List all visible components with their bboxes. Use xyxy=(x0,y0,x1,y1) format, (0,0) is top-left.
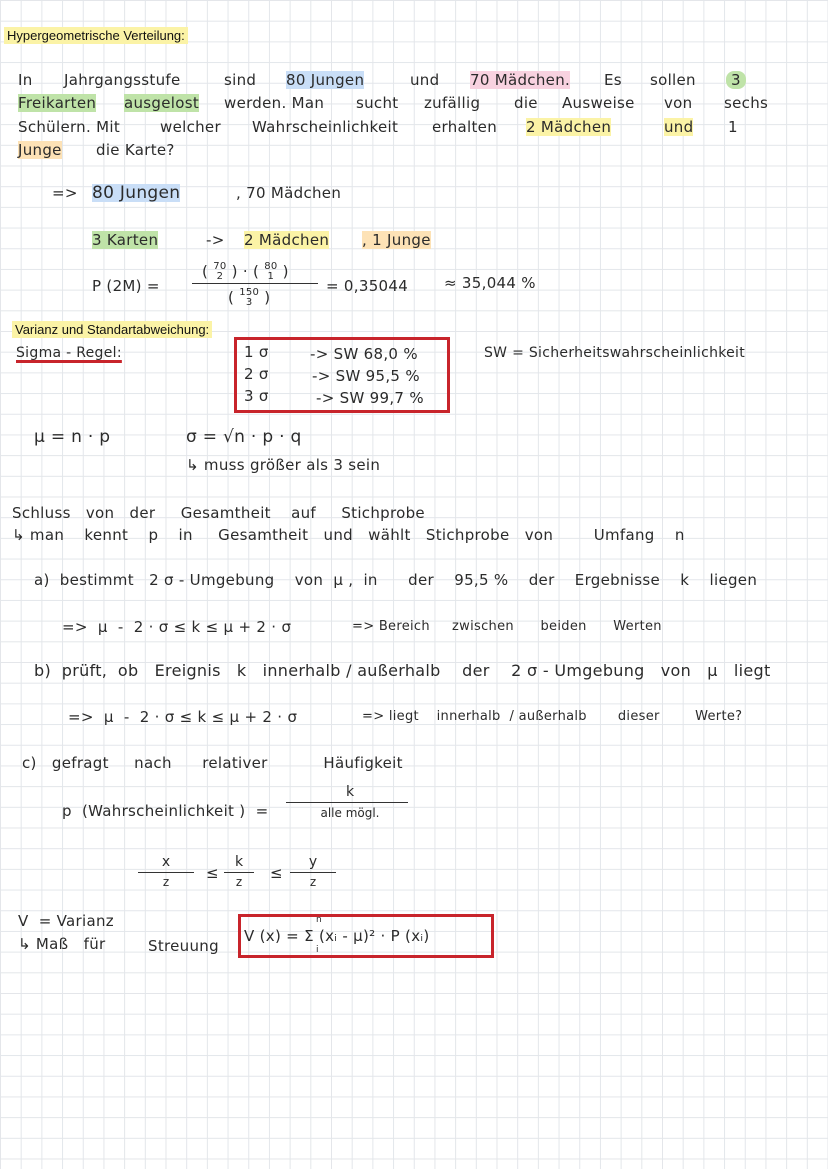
sigma-row-3-right: -> SW 99,7 % xyxy=(316,389,424,407)
problem-in: In xyxy=(18,71,33,89)
part-c-den: alle mögl. xyxy=(320,806,380,820)
problem-sind: sind xyxy=(224,71,257,89)
solution-jungen: 80 Jungen xyxy=(92,183,181,203)
ineq-z-1: z xyxy=(162,875,170,889)
problem-zufaellig: zufällig xyxy=(424,94,481,112)
problem-ausweise: Ausweise xyxy=(562,94,635,112)
problem-schuelern: Schülern. Mit xyxy=(18,118,121,136)
ineq-line-1 xyxy=(138,872,194,873)
problem-sechs: sechs xyxy=(724,94,769,112)
problem-erhalten: erhalten xyxy=(432,118,498,136)
problem-welcher: welcher xyxy=(160,118,221,136)
problem-und: und xyxy=(410,71,440,89)
problem-zwei-maedchen: 2 Mädchen xyxy=(526,118,612,136)
part-b-note: => liegt innerhalb / außerhalb dieser Werte? xyxy=(362,709,743,724)
part-a: a) bestimmt 2 σ - Umgebung von μ , in der 95,5 % der Ergebnisse k liegen xyxy=(34,571,758,589)
problem-und2: und xyxy=(664,118,694,136)
part-c-p: p (Wahrscheinlichkeit ) = xyxy=(62,802,269,820)
ineq-y: y xyxy=(308,854,318,870)
ineq-z-2: z xyxy=(235,875,243,889)
part-c-num: k xyxy=(345,784,355,800)
ineq-line-2 xyxy=(224,872,254,873)
result: = 0,35044 xyxy=(326,277,409,295)
problem-es: Es xyxy=(604,71,622,89)
problem-junge: Junge xyxy=(18,141,62,159)
solution-maedchen: , 70 Mädchen xyxy=(236,184,342,202)
varianz-formula: V (x) = Σ (xᵢ - μ)² · P (xᵢ) xyxy=(244,927,430,945)
problem-werden: werden. Man xyxy=(224,94,325,112)
problem-maedchen: 70 Mädchen. xyxy=(470,71,571,89)
problem-stufe: Jahrgangsstufe xyxy=(64,71,181,89)
result-approx: ≈ 35,044 % xyxy=(444,274,536,292)
sigma-label: Sigma - Regel: xyxy=(16,345,122,361)
mu-formula: μ = n · p xyxy=(34,427,111,447)
problem-wkeit: Wahrscheinlichkeit xyxy=(252,118,399,136)
solution-arrow2: -> xyxy=(206,231,225,249)
schluss-line-1: Schluss von der Gesamtheit auf Stichprobe xyxy=(12,504,425,522)
sum-top: n xyxy=(316,915,322,925)
solution-zwei-maedchen: 2 Mädchen xyxy=(244,231,330,249)
varianz-mass: ↳ Maß für xyxy=(18,935,106,953)
sw-definition: SW = Sicherheitswahrscheinlichkeit xyxy=(484,345,746,361)
problem-die: die xyxy=(514,94,538,112)
problem-jungen: 80 Jungen xyxy=(286,71,365,89)
sum-bot: i xyxy=(316,945,319,955)
part-c-fraction-line xyxy=(286,802,408,803)
binom-den: ( 150 3 ) xyxy=(228,287,271,308)
binom-a: ( 70 2 ) · ( 80 1 ) xyxy=(202,261,289,282)
problem-ausgelost: ausgelost xyxy=(124,94,200,112)
problem-freikarten: Freikarten xyxy=(18,94,97,112)
part-a-note: => Bereich zwischen beiden Werten xyxy=(352,619,662,634)
variance-heading: Varianz und Standartabweichung: xyxy=(12,321,212,338)
problem-sucht: sucht xyxy=(356,94,399,112)
sigma-row-2-left: 2 σ xyxy=(244,365,269,383)
ineq-line-3 xyxy=(290,872,336,873)
sigma-formula: σ = √n · p · q xyxy=(186,427,302,447)
ineq-k: k xyxy=(234,854,244,870)
solution-karten: 3 Karten xyxy=(92,231,159,249)
page-title: Hypergeometrische Verteilung: xyxy=(4,27,188,44)
p-label: P (2M) = xyxy=(92,277,160,295)
solution-arrow: => xyxy=(52,184,78,202)
ineq-le-1: ≤ xyxy=(206,864,219,882)
ineq-le-2: ≤ xyxy=(270,864,283,882)
varianz-streuung: Streuung xyxy=(148,937,219,955)
part-c: c) gefragt nach relativer Häufigkeit xyxy=(22,754,403,772)
problem-von: von xyxy=(664,94,693,112)
solution-ein-junge: , 1 Junge xyxy=(362,231,431,249)
ineq-z-3: z xyxy=(309,875,317,889)
ineq-x: x xyxy=(161,854,171,870)
sigma-row-1-right: -> SW 68,0 % xyxy=(310,345,418,363)
sigma-row-3-left: 3 σ xyxy=(244,387,269,405)
problem-drei: 3 xyxy=(726,71,746,89)
problem-die-karte: die Karte? xyxy=(96,141,175,159)
problem-sollen: sollen xyxy=(650,71,696,89)
varianz-def: V = Varianz xyxy=(18,912,114,930)
part-b-formula: => μ - 2 · σ ≤ k ≤ μ + 2 · σ xyxy=(68,708,298,726)
schluss-line-2: ↳ man kennt p in Gesamtheit und wählt Stichprobe von Umfang n xyxy=(12,526,685,544)
part-b: b) prüft, ob Ereignis k innerhalb / außerhalb der 2 σ - Umgebung von μ liegt xyxy=(34,661,771,680)
problem-eins: 1 xyxy=(728,118,738,136)
sigma-row-1-left: 1 σ xyxy=(244,343,269,361)
fraction-line xyxy=(192,283,318,284)
part-a-formula: => μ - 2 · σ ≤ k ≤ μ + 2 · σ xyxy=(62,618,292,636)
sigma-row-2-right: -> SW 95,5 % xyxy=(312,367,420,385)
sigma-note: ↳ muss größer als 3 sein xyxy=(186,456,381,474)
